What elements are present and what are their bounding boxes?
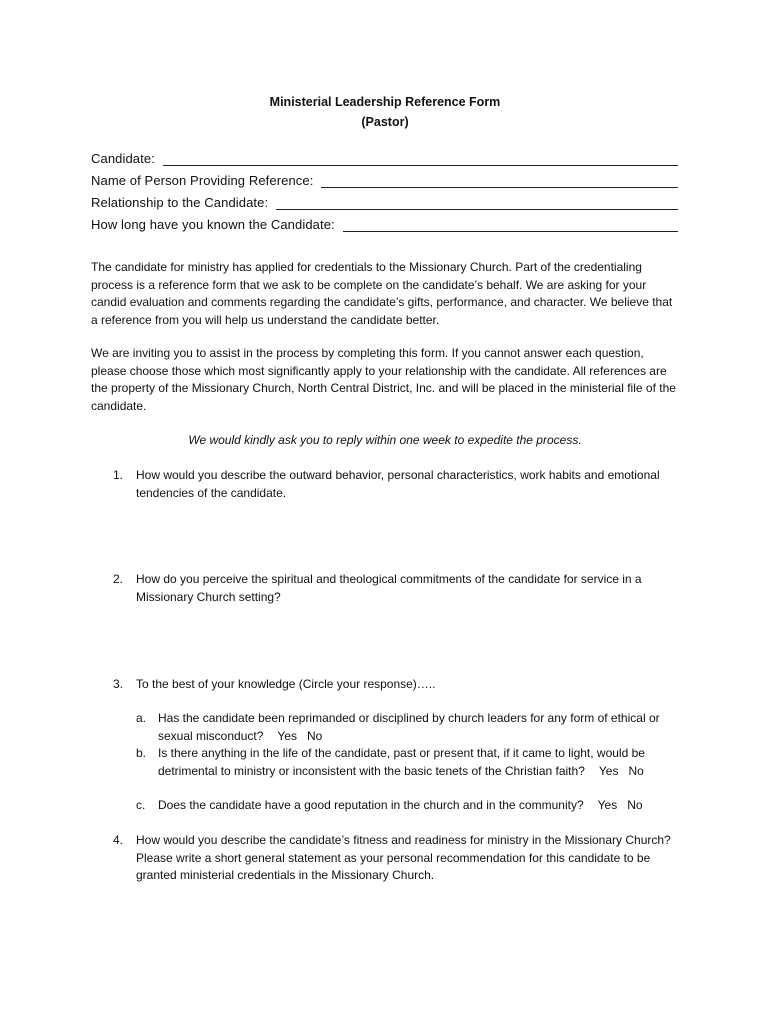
subquestion-c-yes-option[interactable]: Yes bbox=[597, 798, 618, 812]
question-4-number: 4. bbox=[113, 833, 124, 847]
instructions-paragraph: We are inviting you to assist in the process by completing this form. If you cannot answer each question, please choose those which most significantly apply to your relationship with the candidate. All references are the property of the Missionary Church, North Central District, Inc. and will be placed in the ministerial file of the candidate. bbox=[91, 346, 676, 413]
question-2 bbox=[91, 571, 681, 606]
question-1 bbox=[91, 467, 681, 502]
question-4 bbox=[91, 832, 681, 885]
relationship-field[interactable] bbox=[91, 195, 678, 210]
subquestion-b-no-option[interactable]: No bbox=[628, 763, 644, 778]
subquestion-a bbox=[136, 710, 681, 745]
subquestion-c-letter: c. bbox=[136, 798, 146, 812]
relationship-label: Relationship to the Candidate: bbox=[91, 195, 269, 210]
subquestion-c-no-option[interactable]: No bbox=[627, 798, 643, 812]
subquestion-c-text: Does the candidate have a good reputation in the church and in the community? bbox=[158, 798, 584, 812]
subquestion-b-text: Is there anything in the life of the candidate, past or present that, if it came to light, would be detrimental to ministry or inconsistent with the basic tenets of the Christian faith? bbox=[158, 746, 645, 778]
question-2-text: How do you perceive the spiritual and theological commitments of the candidate for service in a Missionary Church setting? bbox=[136, 572, 642, 604]
question-3 bbox=[91, 676, 681, 694]
known-duration-blank-line[interactable] bbox=[343, 218, 678, 232]
candidate-label: Candidate: bbox=[91, 151, 155, 166]
relationship-blank-line[interactable] bbox=[276, 196, 678, 210]
subquestion-b bbox=[136, 745, 681, 780]
reference-name-blank-line[interactable] bbox=[321, 174, 678, 188]
subquestion-a-yes-option[interactable]: Yes bbox=[277, 728, 297, 743]
question-3-number: 3. bbox=[113, 677, 124, 691]
subquestion-a-text: Has the candidate been reprimanded or disciplined by church leaders for any form of ethical or sexual misconduct? bbox=[158, 711, 660, 743]
form-subtitle: (Pastor) bbox=[361, 115, 409, 129]
intro-paragraph: The candidate for ministry has applied for credentials to the Missionary Church. Part of the credentialing process is a reference form that we ask to be complete on the candidate’s behalf. We are asking for your candid evaluation and comments regarding the candidate’s gifts, performance, and character. We believe that a reference from you will help us understand the candidate better. bbox=[91, 260, 673, 327]
known-duration-field[interactable] bbox=[91, 217, 678, 232]
form-title: Ministerial Leadership Reference Form bbox=[269, 95, 501, 109]
candidate-blank-line[interactable] bbox=[163, 152, 678, 166]
reply-note: We would kindly ask you to reply within one week to expedite the process. bbox=[188, 433, 582, 447]
reference-name-field[interactable] bbox=[91, 173, 678, 188]
known-duration-label: How long have you known the Candidate: bbox=[91, 217, 335, 232]
reference-name-label: Name of Person Providing Reference: bbox=[91, 173, 314, 188]
subquestion-a-letter: a. bbox=[136, 711, 147, 725]
subquestion-b-letter: b. bbox=[136, 746, 147, 760]
question-1-number: 1. bbox=[113, 468, 124, 482]
question-3-text: To the best of your knowledge (Circle your response)….. bbox=[136, 677, 436, 691]
subquestion-c bbox=[136, 797, 681, 815]
subquestion-b-yes-option[interactable]: Yes bbox=[598, 763, 619, 778]
question-4-text: How would you describe the candidate’s fitness and readiness for ministry in the Missionary Church? Please write a short general statement as your personal recommendation for this candidate to be granted ministerial credentials in the Missionary Church. bbox=[136, 833, 671, 882]
question-1-text: How would you describe the outward behavior, personal characteristics, work habits and emotional tendencies of the candidate. bbox=[136, 468, 660, 500]
question-2-number: 2. bbox=[113, 572, 124, 586]
subquestion-a-no-option[interactable]: No bbox=[306, 728, 323, 743]
candidate-field[interactable] bbox=[91, 151, 678, 166]
